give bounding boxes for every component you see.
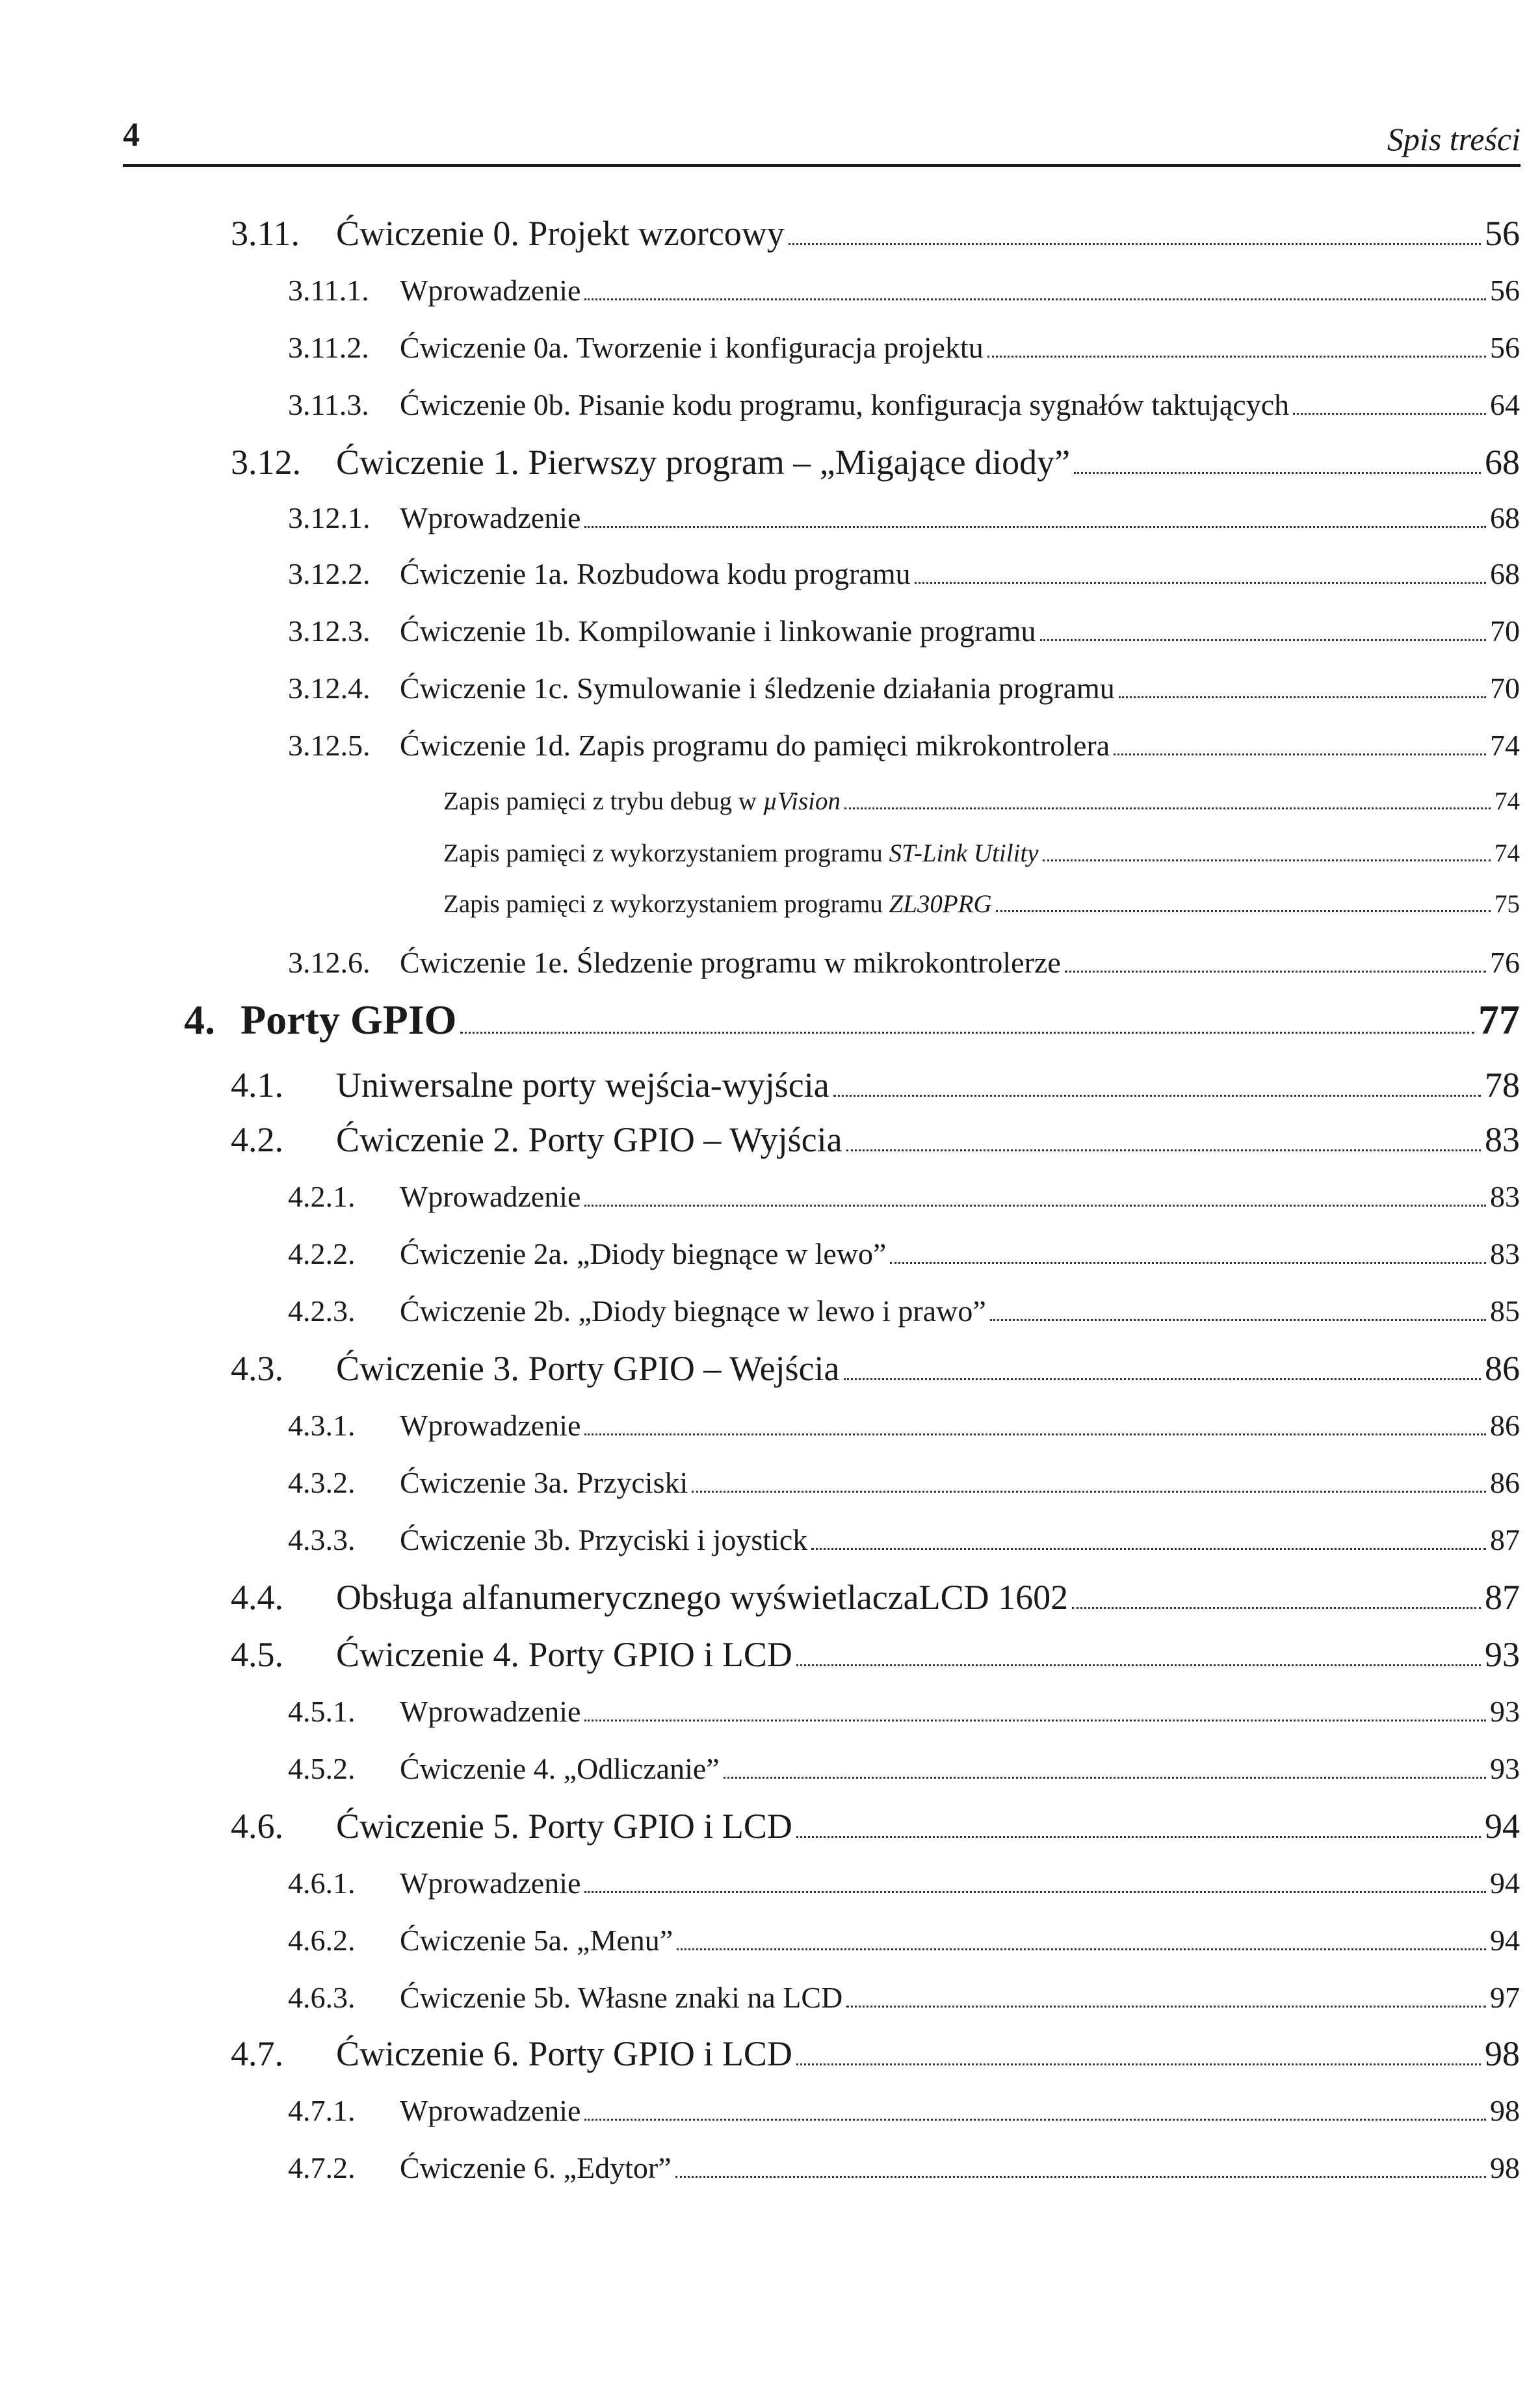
- toc-entry-title: Zapis pamięci z trybu debug w µVision: [443, 787, 841, 815]
- toc-entry-page: 56: [1490, 331, 1520, 364]
- dot-leader: [996, 896, 1491, 912]
- toc-entry-page: 76: [1490, 946, 1520, 979]
- toc-entry[interactable]: [288, 1408, 1520, 1443]
- dot-leader: [1040, 623, 1486, 641]
- toc-entry[interactable]: [288, 2093, 1520, 2128]
- toc-entry[interactable]: [288, 2151, 1520, 2185]
- dot-leader: [1065, 954, 1486, 973]
- page-number: 4: [123, 116, 140, 153]
- toc-entry-number: 3.11.: [231, 214, 300, 253]
- toc-entry-page: 93: [1490, 1695, 1520, 1728]
- toc-entry[interactable]: [231, 213, 1520, 254]
- toc-entry-title-italic: ST-Link Utility: [889, 839, 1039, 867]
- dot-leader: [460, 1009, 1474, 1034]
- toc-entry[interactable]: [288, 728, 1520, 763]
- toc-entry-number: 4.2.1.: [288, 1180, 356, 1213]
- dot-leader: [584, 282, 1486, 300]
- toc-entry-title: Ćwiczenie 3b. Przyciski i joystick: [400, 1523, 808, 1556]
- toc-entry-page: 98: [1485, 2034, 1520, 2073]
- toc-entry-number: 4.5.: [231, 1635, 283, 1674]
- toc-entry-page: 64: [1490, 388, 1520, 421]
- toc-entry-title: Ćwiczenie 4. Porty GPIO i LCD: [336, 1635, 792, 1674]
- toc-entry-number: 4.6.3.: [288, 1981, 356, 2014]
- toc-entry-number: 4.4.: [231, 1578, 283, 1617]
- toc-entry-page: 87: [1485, 1578, 1520, 1617]
- dot-leader: [1043, 846, 1491, 861]
- toc-entry-title: Ćwiczenie 6. Porty GPIO i LCD: [336, 2034, 792, 2073]
- toc-entry-title: Wprowadzenie: [400, 1180, 581, 1213]
- toc-entry-title: Ćwiczenie 3. Porty GPIO – Wejścia: [336, 1349, 840, 1388]
- dot-leader: [890, 1246, 1486, 1264]
- toc-entry[interactable]: [288, 1237, 1520, 1271]
- toc-entry[interactable]: [288, 671, 1520, 705]
- toc-entry-number: 4.3.: [231, 1349, 283, 1388]
- toc-entry-page: 68: [1490, 501, 1520, 534]
- dot-leader: [1114, 737, 1486, 755]
- toc-entry[interactable]: [231, 2034, 1520, 2074]
- dot-leader: [584, 1703, 1486, 1721]
- toc-entry-title: Zapis pamięci z wykorzystaniem programu ST-Link Utility: [443, 839, 1039, 867]
- toc-entry-title: Ćwiczenie 5a. „Menu”: [400, 1924, 673, 1957]
- toc-entry-number: 4.5.2.: [288, 1752, 356, 1785]
- toc-entry-number: 4.7.1.: [288, 2094, 356, 2127]
- toc-entry-number: 4.3.3.: [288, 1523, 356, 1556]
- toc-entry[interactable]: [288, 945, 1520, 980]
- dot-leader: [584, 1875, 1486, 1893]
- toc-entry-number: 3.12.: [231, 443, 301, 482]
- toc-entry-page: 98: [1490, 2094, 1520, 2127]
- toc-entry-title: Ćwiczenie 5. Porty GPIO i LCD: [336, 1807, 792, 1846]
- toc-entry-title: Wprowadzenie: [400, 1866, 581, 1900]
- toc-entry-number: 3.11.3.: [288, 388, 369, 421]
- toc-entry-title: Ćwiczenie 1d. Zapis programu do pamięci mikrokontrolera: [400, 729, 1110, 762]
- toc-entry-title: Ćwiczenie 5b. Własne znaki na LCD: [400, 1981, 843, 2014]
- dot-leader: [796, 2044, 1481, 2065]
- toc-entry[interactable]: [288, 1179, 1520, 1214]
- toc-entry-page: 94: [1490, 1924, 1520, 1957]
- toc-entry-page: 83: [1490, 1180, 1520, 1213]
- toc-entry-title: Ćwiczenie 1e. Śledzenie programu w mikrokontrolerze: [400, 946, 1061, 979]
- toc-entry-title: Ćwiczenie 0b. Pisanie kodu programu, konfiguracja sygnałów taktujących: [400, 388, 1290, 421]
- toc-entry-title: Ćwiczenie 1c. Symulowanie i śledzenie działania programu: [400, 672, 1115, 705]
- toc-entry-page: 78: [1485, 1066, 1520, 1105]
- dot-leader: [724, 1760, 1486, 1779]
- dot-leader: [692, 1474, 1486, 1493]
- toc-entry-number: 4.7.: [231, 2034, 283, 2073]
- toc-entry-title: Zapis pamięci z wykorzystaniem programu ZL30PRG: [443, 890, 992, 918]
- toc-entry-page: 98: [1490, 2151, 1520, 2184]
- toc-entry-number: 4.1.: [231, 1066, 283, 1105]
- dot-leader: [584, 2102, 1486, 2121]
- toc-entry-title: Ćwiczenie 0. Projekt wzorcowy: [336, 214, 785, 253]
- toc-entry[interactable]: [288, 1465, 1520, 1500]
- toc-entry[interactable]: [288, 614, 1520, 648]
- dot-leader: [846, 1989, 1486, 2008]
- toc-entry-title: Ćwiczenie 2b. „Diody biegnące w lewo i prawo”: [400, 1294, 986, 1328]
- toc-entry[interactable]: [184, 996, 1520, 1044]
- toc-entry-title: Wprowadzenie: [400, 274, 581, 307]
- toc-entry-title: Uniwersalne porty wejścia-wyjścia: [336, 1066, 829, 1105]
- toc-entry-title-italic: ZL30PRG: [889, 890, 992, 918]
- toc-entry[interactable]: [288, 1923, 1520, 1957]
- toc-entry-title: Ćwiczenie 1a. Rozbudowa kodu programu: [400, 557, 911, 590]
- toc-entry[interactable]: [231, 1065, 1520, 1105]
- dot-leader: [990, 1303, 1486, 1321]
- toc-entry-page: 74: [1490, 729, 1520, 762]
- toc-entry[interactable]: [231, 1348, 1520, 1389]
- toc-entry[interactable]: [288, 387, 1520, 422]
- toc-entry-title: Ćwiczenie 1. Pierwszy program – „Migające diody”: [336, 443, 1071, 482]
- toc-entry-page: 68: [1490, 557, 1520, 590]
- toc-entry-number: 4.7.2.: [288, 2151, 356, 2184]
- toc-entry[interactable]: [288, 330, 1520, 365]
- toc-entry-page: 93: [1490, 1752, 1520, 1785]
- toc-entry-title: Wprowadzenie: [400, 501, 581, 534]
- toc-entry-number: 3.12.3.: [288, 614, 371, 648]
- toc-entry-page: 74: [1494, 787, 1520, 815]
- dot-leader: [789, 224, 1481, 245]
- toc-entry-number: 3.12.4.: [288, 672, 371, 705]
- dot-leader: [1119, 680, 1486, 698]
- toc-entry-page: 86: [1490, 1466, 1520, 1499]
- toc-entry[interactable]: [443, 889, 1520, 919]
- dot-leader: [796, 1816, 1481, 1838]
- toc-entry-number: 4.2.: [231, 1120, 283, 1159]
- toc-entry-page: 74: [1494, 839, 1520, 867]
- dot-leader: [846, 1130, 1481, 1151]
- toc-entry-page: 77: [1478, 997, 1520, 1043]
- toc-entry-number: 4.3.1.: [288, 1409, 356, 1442]
- toc-entry-page: 70: [1490, 672, 1520, 705]
- toc-entry-page: 56: [1490, 274, 1520, 307]
- toc-entry-page: 86: [1490, 1409, 1520, 1442]
- toc-entry[interactable]: [288, 1866, 1520, 1900]
- toc-entry[interactable]: [231, 1634, 1520, 1675]
- toc-entry-page: 94: [1490, 1866, 1520, 1900]
- toc-entry[interactable]: [231, 442, 1520, 482]
- toc-entry-page: 70: [1490, 614, 1520, 648]
- toc-entry-title: Ćwiczenie 6. „Edytor”: [400, 2151, 672, 2184]
- toc-entry-title-italic: µVision: [763, 787, 841, 815]
- toc-entry-title: Ćwiczenie 1b. Kompilowanie i linkowanie programu: [400, 614, 1036, 648]
- toc-entry-page: 85: [1490, 1294, 1520, 1328]
- toc-entry-title: Wprowadzenie: [400, 1409, 581, 1442]
- toc-entry-title: Porty GPIO: [241, 997, 457, 1043]
- toc-entry-number: 3.11.2.: [288, 331, 369, 364]
- dot-leader: [915, 566, 1486, 584]
- toc-entry-number: 4.6.1.: [288, 1866, 356, 1900]
- toc-entry-number: 4.3.2.: [288, 1466, 356, 1499]
- toc-entry-title: Obsługa alfanumerycznego wyświetlaczaLCD 1602: [336, 1578, 1069, 1617]
- toc-entry-number: 3.12.5.: [288, 729, 371, 762]
- toc-entry[interactable]: [288, 501, 1520, 535]
- dot-leader: [1072, 1588, 1481, 1609]
- toc-entry[interactable]: [288, 556, 1520, 591]
- toc-entry[interactable]: [288, 1294, 1520, 1328]
- toc-entry-number: 3.12.6.: [288, 946, 371, 979]
- toc-entry-title: Ćwiczenie 2. Porty GPIO – Wyjścia: [336, 1120, 842, 1159]
- toc-entry-title: Ćwiczenie 3a. Przyciski: [400, 1466, 688, 1499]
- dot-leader: [1293, 397, 1486, 415]
- dot-leader: [796, 1645, 1481, 1666]
- toc-entry-title: Ćwiczenie 4. „Odliczanie”: [400, 1752, 720, 1785]
- dot-leader: [811, 1532, 1486, 1550]
- toc-entry-title: Ćwiczenie 0a. Tworzenie i konfiguracja projektu: [400, 331, 984, 364]
- toc-entry-number: 4.2.2.: [288, 1237, 356, 1270]
- toc-entry[interactable]: [231, 1119, 1520, 1160]
- toc-entry[interactable]: [288, 1751, 1520, 1786]
- dot-leader: [987, 339, 1486, 358]
- toc-entry-title: Wprowadzenie: [400, 2094, 581, 2127]
- toc-entry-page: 56: [1485, 214, 1520, 253]
- dot-leader: [833, 1075, 1481, 1097]
- toc-entry-number: 4.6.: [231, 1807, 283, 1846]
- toc-entry-number: 4.2.3.: [288, 1294, 356, 1328]
- toc-entry[interactable]: [288, 1694, 1520, 1729]
- dot-leader: [584, 1417, 1486, 1435]
- toc-entry-number: 4.: [184, 997, 215, 1043]
- toc-entry-page: 75: [1494, 890, 1520, 918]
- toc-entry-page: 94: [1485, 1807, 1520, 1846]
- dot-leader: [1074, 452, 1481, 474]
- toc-entry[interactable]: [288, 273, 1520, 308]
- dot-leader: [584, 1188, 1486, 1207]
- toc-entry-number: 3.12.1.: [288, 501, 371, 534]
- dot-leader: [675, 2160, 1486, 2178]
- toc-entry[interactable]: [288, 1523, 1520, 1557]
- toc-entry[interactable]: [231, 1806, 1520, 1846]
- toc-entry-page: 93: [1485, 1635, 1520, 1674]
- toc-entry-page: 87: [1490, 1523, 1520, 1556]
- dot-leader: [844, 794, 1491, 809]
- toc-entry[interactable]: [443, 787, 1520, 816]
- dot-leader: [677, 1932, 1486, 1950]
- toc-entry[interactable]: [288, 1980, 1520, 2015]
- toc-entry-title: Wprowadzenie: [400, 1695, 581, 1728]
- toc-entry[interactable]: [443, 839, 1520, 868]
- toc-entry-page: 68: [1485, 443, 1520, 482]
- dot-leader: [584, 510, 1486, 528]
- toc-entry-number: 4.5.1.: [288, 1695, 356, 1728]
- dot-leader: [844, 1359, 1481, 1380]
- toc-entry-page: 83: [1490, 1237, 1520, 1270]
- toc-entry-number: 3.12.2.: [288, 557, 371, 590]
- toc-entry-number: 3.11.1.: [288, 274, 369, 307]
- toc-entry-page: 97: [1490, 1981, 1520, 2014]
- toc-entry-page: 83: [1485, 1120, 1520, 1159]
- toc-entry-number: 4.6.2.: [288, 1924, 356, 1957]
- running-title: Spis treści: [1387, 121, 1520, 157]
- toc-entry-title: Ćwiczenie 2a. „Diody biegnące w lewo”: [400, 1237, 887, 1270]
- toc-entry-page: 86: [1485, 1349, 1520, 1388]
- toc-entry[interactable]: [231, 1577, 1520, 1617]
